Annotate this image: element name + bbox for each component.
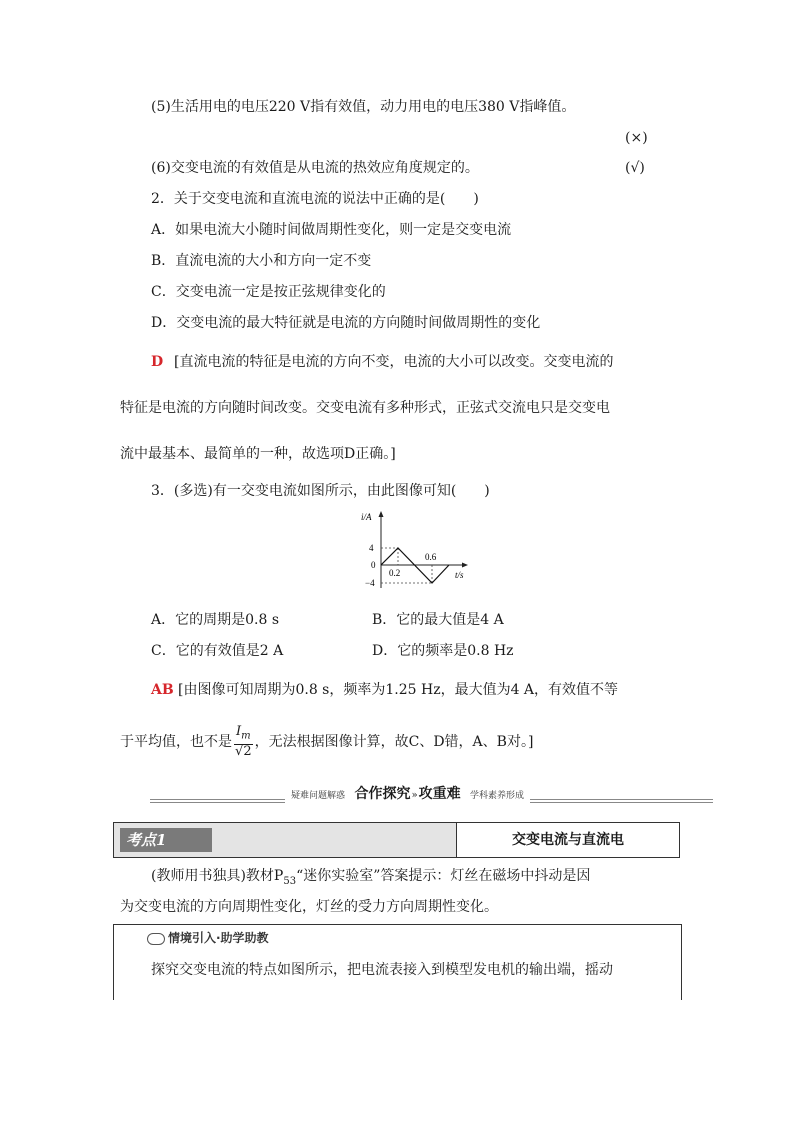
question-2-option-a: A．如果电流大小随时间做周期性变化，则一定是交变电流 [151, 222, 512, 238]
section-divider [150, 786, 713, 804]
question-3-option-d: D．它的频率是0.8 Hz [372, 643, 514, 659]
question-2-answer: D [151, 354, 164, 370]
question-2-option-b: B．直流电流的大小和方向一定不变 [151, 253, 372, 269]
explanation-text-pre: 于平均值，也不是 [120, 733, 232, 750]
statement-5-mark: (×) [625, 130, 648, 146]
divider-main-text: 合作探究 [354, 786, 411, 802]
statement-5: (5)生活用电的电压220 V指有效值，动力用电的电压380 V指峰值。 [151, 99, 576, 115]
kaodian-label: 考点1 [126, 831, 167, 849]
question-2-explanation-line-2: 特征是电流的方向随时间改变。交变电流有多种形式，正弦式交流电只是交变电 [120, 400, 610, 416]
y-tick-4: 4 [369, 543, 374, 553]
divider-right-text: 学科素养形成 [470, 791, 525, 801]
x-axis-arrow [462, 563, 468, 568]
x-axis-label: t/s [455, 570, 464, 580]
y-tick-neg4: −4 [365, 578, 375, 588]
scenario-text: 探究交变电流的特点如图所示，把电流表接入到模型发电机的输出端，摇动 [151, 962, 613, 978]
teacher-note-line-1: (教师用书独具)教材$P_{53}“$迷你实验室”答案提示：灯丝在磁场中抖动是因 [151, 868, 591, 887]
y-axis-arrow [379, 511, 384, 517]
question-2-explanation-line-3: 流中最基本、最简单的一种，故选项D正确。] [120, 446, 396, 462]
question-3-explanation-line-1: [由图像可知周期为0.8 s，频率为1.25 Hz，最大值为4 A，有效值不等 [178, 682, 619, 698]
explanation-text-post: ，无法根据图像计算，故C、D错，A、B对。] [254, 733, 534, 750]
question-3-explanation-line-2 [120, 725, 533, 759]
frac-numerator: I [236, 724, 242, 739]
divider-main-text-2: 攻重难 [418, 786, 461, 802]
y-axis-label: i/A [361, 512, 372, 522]
im-over-root2 [234, 725, 253, 759]
question-3-stem: 3．(多选)有一交变电流如图所示，由此图像可知( ) [151, 483, 490, 499]
question-3-answer: AB [151, 682, 174, 698]
question-2-option-d: D．交变电流的最大特征就是电流的方向随时间做周期性的变化 [151, 315, 541, 331]
kaodian-header [113, 822, 680, 858]
label-0-6: 0.6 [425, 552, 437, 562]
teacher-note-line-2: 为交变电流的方向周期性变化，灯丝的受力方向周期性变化。 [120, 899, 498, 915]
question-2-stem: 2．关于交变电流和直流电流的说法中正确的是( ) [151, 191, 479, 207]
question-3-option-a: A．它的周期是0.8 s [151, 612, 280, 628]
scenario-tag: 情境引入·助学助教 [147, 929, 269, 946]
current-time-graph [355, 508, 480, 593]
frac-denominator: √2 [235, 743, 252, 759]
question-3-option-c: C．它的有效值是2 A [151, 643, 284, 659]
divider-left-text: 疑难问题解惑 [291, 791, 346, 801]
kaodian-title: 交变电流与直流电 [512, 832, 624, 848]
y-tick-0: 0 [371, 560, 376, 570]
scenario-icon [147, 933, 165, 945]
question-2-explanation-line-1: [直流电流的特征是电流的方向不变，电流的大小可以改变。交变电流的 [174, 354, 614, 370]
label-0-2: 0.2 [389, 568, 401, 578]
divider-arrow-icon: » [411, 790, 418, 801]
statement-6: (6)交变电流的有效值是从电流的热效应角度规定的。 [151, 160, 479, 176]
statement-6-mark: (√) [625, 160, 645, 176]
question-3-option-b: B．它的最大值是4 A [372, 612, 504, 628]
question-2-option-c: C．交变电流一定是按正弦规律变化的 [151, 284, 386, 300]
frac-numerator-sub: m [241, 730, 251, 742]
